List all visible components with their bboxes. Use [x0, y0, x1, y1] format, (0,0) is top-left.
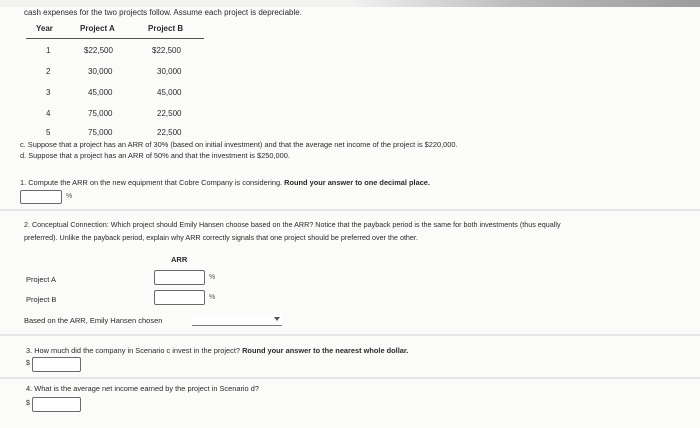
section-divider: [0, 209, 700, 211]
table-cell-project-b: 30,000: [157, 67, 182, 76]
q4-net-income-input[interactable]: [32, 397, 81, 412]
project-b-label: Project B: [26, 295, 57, 304]
top-cropped-strip: [0, 0, 700, 7]
chosen-label: Based on the ARR, Emily Hansen chosen: [24, 316, 163, 325]
chosen-project-select[interactable]: [192, 315, 282, 326]
table-cell-project-b: 22,500: [157, 109, 182, 118]
table-header-year: Year: [36, 24, 53, 33]
project-a-percent-unit: %: [209, 274, 216, 281]
table-cell-project-b: 22,500: [157, 128, 182, 137]
q1-prefix: 1. Compute the ARR on the new equipment that Cobre Company is considering.: [20, 178, 285, 187]
q3-instruction: Round your answer to the nearest whole dollar.: [242, 346, 409, 355]
table-header-project-a: Project A: [80, 24, 115, 33]
scenario-d-text: d. Suppose that a project has an ARR of 50% and that the investment is $250,000.: [20, 151, 290, 160]
table-cell-year: 4: [46, 109, 51, 118]
table-cell-year: 5: [46, 128, 51, 137]
table-cell-project-a: 45,000: [88, 88, 113, 97]
table-header-project-b: Project B: [148, 24, 184, 33]
table-cell-project-a: $22,500: [84, 46, 113, 55]
table-cell-project-a: 75,000: [88, 109, 113, 118]
table-header-rule: [26, 38, 204, 39]
section-divider: [0, 334, 700, 336]
q1-arr-input[interactable]: [20, 190, 62, 204]
q3-prompt: [26, 346, 408, 355]
chevron-down-icon: [274, 317, 280, 321]
project-b-percent-unit: %: [209, 294, 216, 301]
table-cell-year: 3: [46, 88, 51, 97]
q3-prefix: 3. How much did the company in Scenario c invest in the project?: [26, 346, 243, 355]
scenario-c-text: c. Suppose that a project has an ARR of 30% (based on initial investment) and that the average net income of the project is $220,000.: [20, 140, 458, 149]
q3-currency-symbol: $: [26, 360, 30, 367]
table-cell-year: 1: [46, 46, 51, 55]
q1-percent-unit: %: [66, 193, 73, 200]
q4-prompt: 4. What is the average net income earned by the project in Scenario d?: [26, 384, 259, 393]
q2-prompt-line1: 2. Conceptual Connection: Which project should Emily Hansen choose based on the ARR? Notice that the payback period is the same for both investments (thus equally: [24, 220, 561, 229]
arr-column-header: ARR: [171, 255, 188, 264]
project-a-label: Project A: [26, 275, 57, 284]
q1-instruction: Round your answer to one decimal place.: [284, 178, 430, 187]
project-b-arr-input[interactable]: [154, 290, 205, 305]
project-a-arr-input[interactable]: [154, 270, 205, 285]
q4-currency-symbol: $: [26, 400, 30, 407]
section-divider: [0, 377, 700, 379]
q3-investment-input[interactable]: [32, 357, 81, 372]
table-cell-project-b: $22,500: [152, 46, 181, 55]
q2-prompt-line2: preferred). Unlike the payback period, explain why ARR correctly signals that one project should be preferred over the other.: [24, 233, 418, 242]
table-cell-year: 2: [46, 67, 51, 76]
table-cell-project-b: 45,000: [157, 88, 182, 97]
table-cell-project-a: 30,000: [88, 67, 113, 76]
table-cell-project-a: 75,000: [88, 128, 113, 137]
q1-prompt: [20, 178, 430, 187]
intro-text: cash expenses for the two projects follow. Assume each project is depreciable.: [24, 8, 302, 17]
